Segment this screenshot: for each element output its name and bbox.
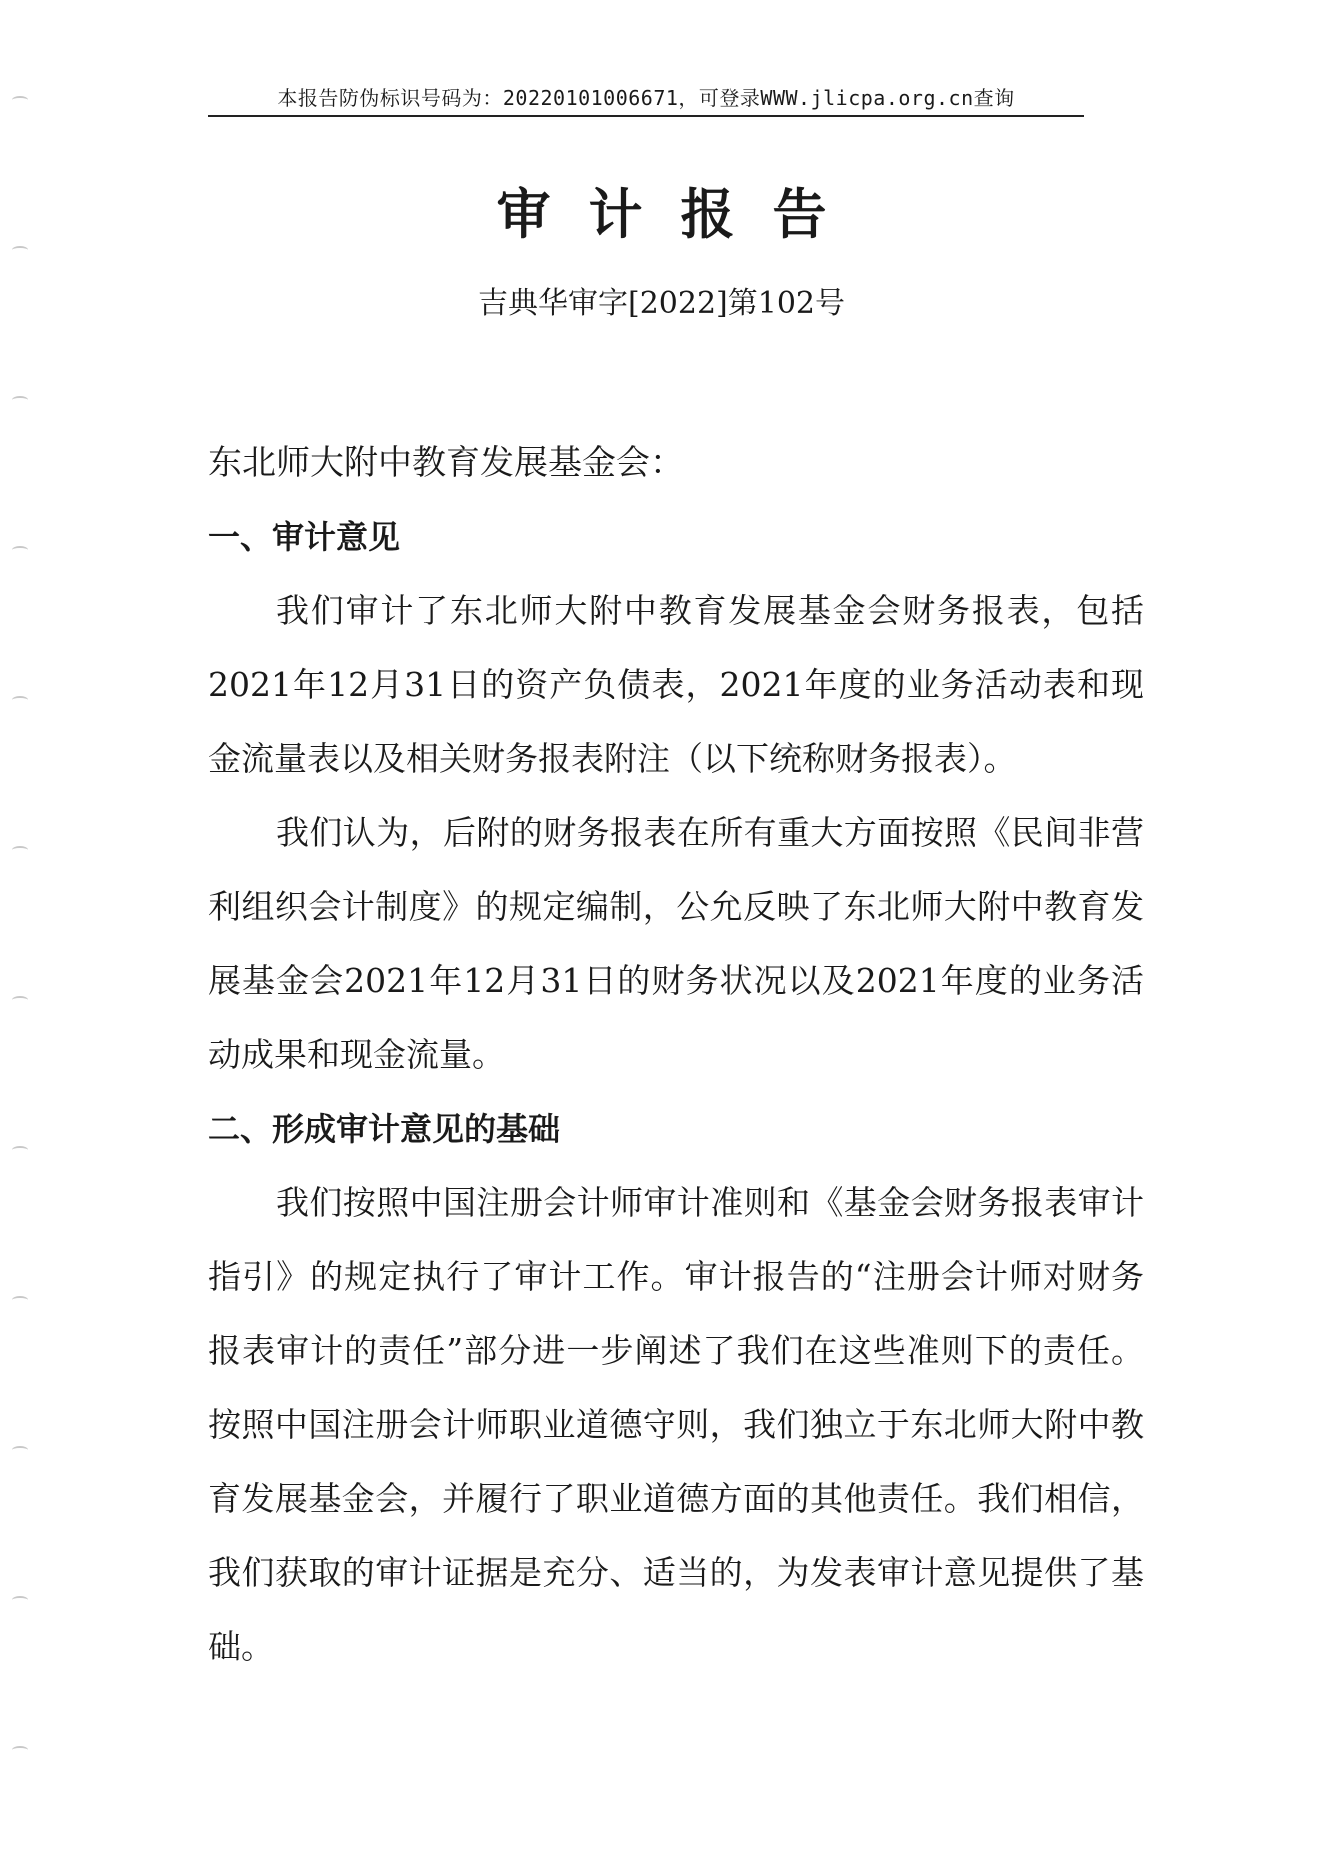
margin-mark xyxy=(12,96,28,104)
margin-mark xyxy=(12,1146,28,1154)
margin-mark xyxy=(12,1296,28,1304)
margin-mark xyxy=(12,1596,28,1604)
section-heading-basis: 二、形成审计意见的基础 xyxy=(208,1110,561,1148)
paragraph: 我们按照中国注册会计师审计准则和《基金会财务报表审计指引》的规定执行了审计工作。审计报告的“注册会计师对财务报表审计的责任”部分进一步阐述了我们在这些准则下的责任。按照中国注册会计师职业道德守则，我们独立于东北师大附中教育发展基金会，并履行了职业道德方面的其他责任。我们相信，我们获取的审计证据是充分、适当的，为发表审计意见提供了基础。 xyxy=(208,1183,1144,1666)
margin-mark xyxy=(12,546,28,554)
verification-header: 本报告防伪标识号码为：20220101006671，可登录WWW.jlicpa.org.cn查询 xyxy=(208,82,1084,117)
section-heading-opinion: 一、审计意见 xyxy=(208,518,401,556)
margin-mark xyxy=(12,996,28,1004)
addressee: 东北师大附中教育发展基金会： xyxy=(208,443,684,483)
paragraph: 我们认为，后附的财务报表在所有重大方面按照《民间非营利组织会计制度》的规定编制，公允反映了东北师大附中教育发展基金会2021年12月31日的财务状况以及2021年度的业务活动成果和现金流量。 xyxy=(208,813,1144,1074)
margin-mark xyxy=(12,396,28,404)
paragraph: 我们审计了东北师大附中教育发展基金会财务报表，包括2021年12月31日的资产负债表，2021年度的业务活动表和现金流量表以及相关财务报表附注（以下统称财务报表）。 xyxy=(208,591,1144,778)
margin-mark xyxy=(12,846,28,854)
document-number: 吉典华审字[2022]第102号 xyxy=(477,286,846,321)
margin-mark xyxy=(12,1446,28,1454)
report-title: 审计报告 xyxy=(496,183,865,246)
margin-mark xyxy=(12,696,28,704)
margin-mark xyxy=(12,1746,28,1754)
report-body xyxy=(208,426,1144,1684)
